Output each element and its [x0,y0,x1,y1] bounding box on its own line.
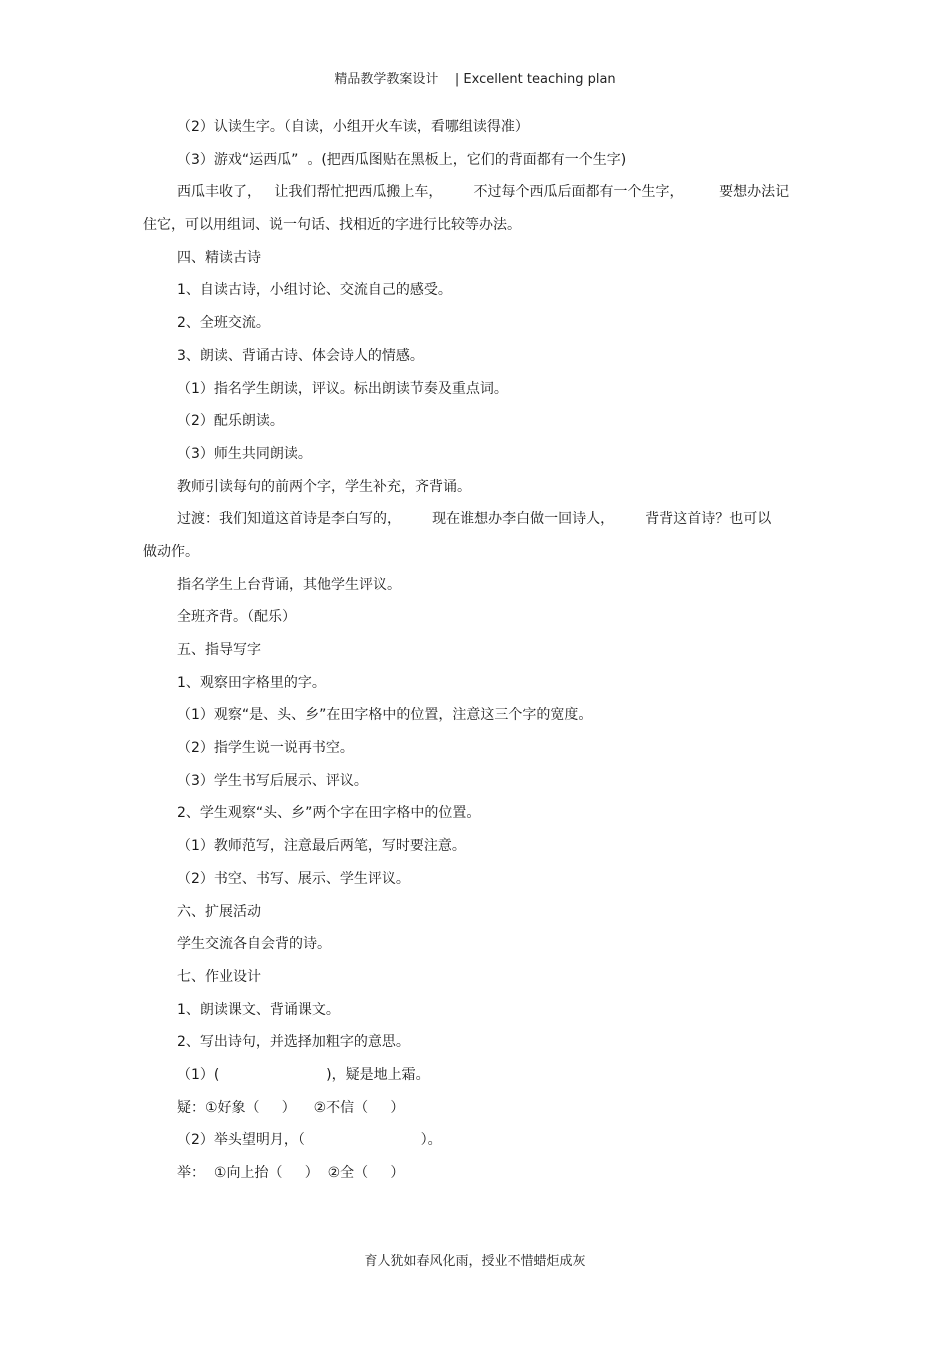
paragraph-line: 2、写出诗句，并选择加粗字的意思。 [177,1034,410,1051]
section-heading: 五、指导写字 [177,642,261,658]
page-footer: 育人犹如春风化雨，授业不惜蜡炬成灰 [364,1254,586,1269]
paragraph-line: （3）学生书写后展示、评议。 [177,772,368,789]
exercise-line: （2）举头望明月，（ ）。 [177,1132,442,1149]
paragraph-line: 指名学生上台背诵，其他学生评议。 [177,576,401,593]
paragraph-line: 全班齐背。（配乐） [177,609,296,626]
document-body [143,114,813,1193]
paragraph-line: （1）教师范写，注意最后两笔，写时要注意。 [177,838,466,855]
paragraph-line: 1、观察田字格里的字。 [177,674,326,691]
section-heading: 四、精读古诗 [177,249,261,266]
paragraph-line: （1）指名学生朗读，评议。标出朗读节奏及重点词。 [177,380,508,397]
paragraph-line: 西瓜丰收了， 让我们帮忙把西瓜搬上车， 不过每个西瓜后面都有一个生字， 要想办法记 [177,184,790,201]
paragraph-line: 做动作。 [143,543,199,560]
paragraph-line: 住它，可以用组词、说一句话、找相近的字进行比较等办法。 [143,217,521,234]
exercise-line: 举： ①向上抬（ ） ②全（ ） [177,1165,405,1181]
paragraph-line: 教师引读每句的前两个字，学生补充，齐背诵。 [177,478,471,495]
paragraph-line: 过渡：我们知道这首诗是李白写的， 现在谁想办李白做一回诗人， 背背这首诗？也可以 [177,511,772,528]
paragraph-line: （3）师生共同朗读。 [177,445,312,462]
paragraph-line: 1、自读古诗，小组讨论、交流自己的感受。 [177,282,452,299]
paragraph-line: 1、朗读课文、背诵课文。 [177,1001,340,1018]
paragraph-line: （2）书空、书写、展示、学生评议。 [177,870,410,887]
page-header: 精品教学教案设计 | Excellent teaching plan [334,72,616,87]
paragraph-line: 2、学生观察“头、乡”两个字在田字格中的位置。 [177,805,481,822]
section-heading: 七、作业设计 [177,968,261,985]
paragraph-line: （1）观察“是、头、乡”在田字格中的位置，注意这三个字的宽度。 [177,707,593,724]
paragraph-line: （3）游戏“运西瓜” 。(把西瓜图贴在黑板上，它们的背面都有一个生字) [177,151,627,168]
exercise-line: （1）( )，疑是地上霜。 [177,1066,430,1083]
paragraph-line: （2）认读生字。（自读，小组开火车读，看哪组读得准） [177,119,529,135]
paragraph-line: 学生交流各自会背的诗。 [177,936,331,953]
paragraph-line: （2）配乐朗读。 [177,413,284,430]
paragraph-line: （2）指学生说一说再书空。 [177,740,354,757]
exercise-line: 疑：①好象（ ） ②不信（ ） [177,1099,405,1116]
paragraph-line: 3、朗读、背诵古诗、体会诗人的情感。 [177,347,424,364]
section-heading: 六、扩展活动 [177,903,261,920]
paragraph-line: 2、全班交流。 [177,315,270,332]
